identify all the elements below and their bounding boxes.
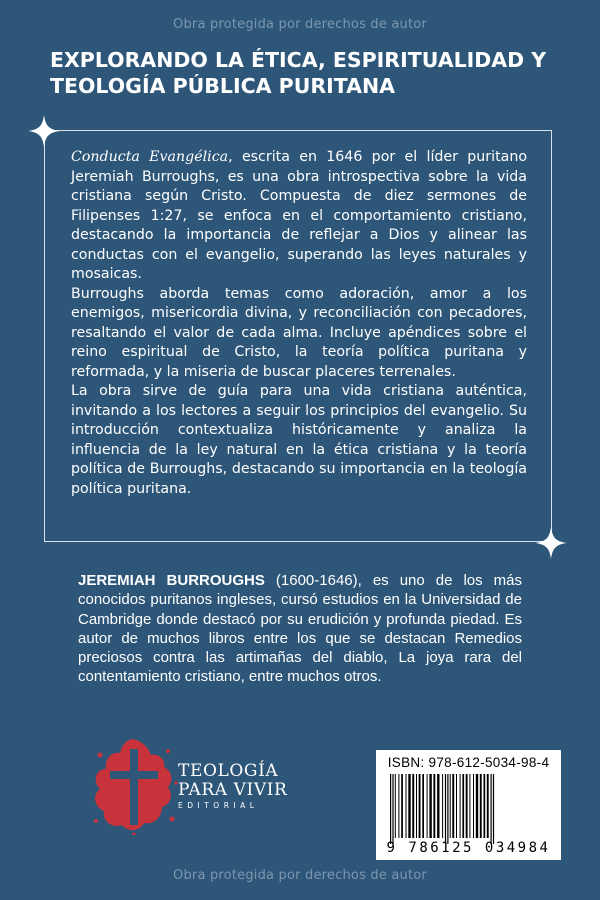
author-bio-text: (1600-1646), es uno de los más conocidos puritanos ingleses, cursó estudios en la Universidad de Cambridge donde destacó por su erudición y profunda piedad. Es autor de muchos libros entre los que se destacan Remedios preciosos contra las artimañas del diablo, La joya rara del contentamiento cristiano, entre muchos otros. [78,572,522,686]
barcode-bar [491,774,492,844]
isbn-label: ISBN: 978-612-5034-98-4 [387,755,550,770]
barcode-bar [476,774,478,838]
barcode-bar [473,774,474,838]
synopsis-paragraph [71,148,527,285]
author-bio [78,571,522,687]
synopsis-paragraph-text: , escrita en 1646 por el líder puritano Jeremiah Burroughs, es una obra introspectiva sobre la vida cristiana según Cristo. Compuesta de diez sermones de Filipenses 1:27, se enfoca en el comportamiento cristiano, destacando la importancia de reflejar a Dios y alinear las conductas con el evangelio, superando las leyes naturales y mosaicas. [71,149,527,282]
author-name: JEREMIAH BURROUGHS [78,572,265,589]
barcode-bar [408,774,410,838]
barcode-bar [392,774,393,844]
barcode-bar [406,774,407,838]
barcode-bar [437,774,439,838]
barcode-bar [433,774,435,838]
book-title-italic: Conducta Evangélica [71,149,229,165]
barcode-bar [452,774,454,838]
synopsis-paragraph: La obra sirve de guía para una vida cristiana auténtica, invitando a los lectores a seguir los principios del evangelio. Su introducción contextualiza históricamente y analiza la influencia de la ley natural en la ética cristiana y la teoría política de Burroughs, destacando su importancia en la teología política puritana. [71,383,527,497]
barcode-bar [422,774,424,838]
barcode-bar [442,774,443,838]
publisher-name [178,762,287,812]
barcode-bar [390,774,391,844]
barcode-bar [427,774,428,838]
barcode-bar [450,774,451,838]
barcode-bar [429,774,431,838]
barcode-bar [466,774,468,838]
barcode-bar [462,774,464,838]
copyright-watermark-bottom: Obra protegida por derechos de autor [173,868,427,883]
barcode-bar [484,774,486,838]
sparkle-star-icon [28,115,60,147]
publisher-line: TEOLOGÍA [178,761,279,781]
publisher-subtitle: EDITORIAL [178,801,259,810]
barcode-bar [493,774,494,844]
barcode-bar [412,774,414,838]
synopsis-paragraph: Burroughs aborda temas como adoración, amor a los enemigos, misericordia divina, y reconciliación con pecadores, resaltando el valor de cada alma. Incluye apéndices sobre el reino espiritual de Cristo, la teoría política puritana y reformada, y la miseria de buscar placeres terrenales. [71,285,527,380]
isbn-barcode [376,750,561,860]
publisher-line: PARA VIVIR [178,780,288,800]
cross-splash-logo-icon [88,735,178,835]
cover-heading: EXPLORANDO LA ÉTICA, ESPIRITUALIDAD Y TEOLOGÍA PÚBLICA PURITANA [50,48,547,98]
barcode-bars [384,774,554,844]
barcode-bar [469,774,470,838]
barcode-bar [456,774,457,838]
synopsis-text [71,148,527,499]
barcode-bar [395,774,396,838]
copyright-watermark-top: Obra protegida por derechos de autor [173,17,427,32]
sparkle-star-icon [535,527,567,559]
barcode-bar [480,774,482,838]
barcode-bar [447,774,448,844]
barcode-bar [445,774,446,844]
barcode-bar [460,774,461,838]
barcode-bar [419,774,421,838]
barcode-bar [487,774,489,838]
barcode-bar [398,774,399,838]
barcode-digits: 9 786125 034984 [386,840,551,856]
barcode-bar [401,774,403,838]
barcode-bar [416,774,417,838]
